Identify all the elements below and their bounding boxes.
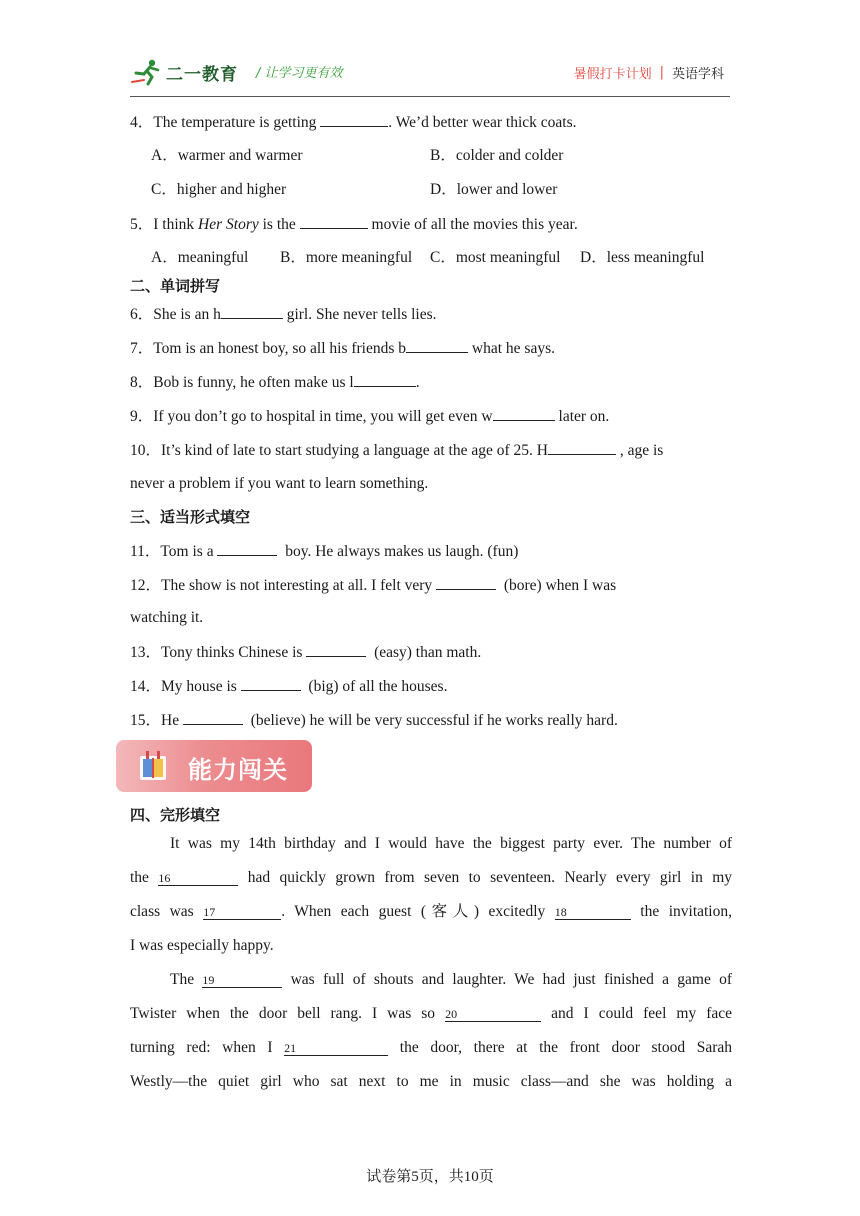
q15-blank (183, 710, 243, 725)
cloze-blank-20: 20 (445, 1007, 541, 1022)
q7-blank (406, 338, 468, 353)
question-6 (130, 304, 437, 325)
question-5 (130, 214, 578, 235)
page-header (130, 50, 730, 98)
cloze-text: . (281, 903, 286, 920)
question-14 (130, 676, 447, 697)
q6-blank (221, 304, 283, 319)
cloze-p2-line2 (130, 1004, 732, 1024)
q12-blank (436, 575, 496, 590)
cloze-p2-line1 (170, 970, 732, 990)
runner-logo-icon (130, 58, 164, 86)
cloze-text: and I could feel my face (551, 1005, 733, 1022)
brand-name: 二一教育 (166, 64, 238, 85)
cloze-blank-18: 18 (555, 905, 631, 920)
page-footer: 试卷第5页，共10页 (366, 1169, 494, 1185)
cloze-blank-21: 21 (284, 1041, 388, 1056)
question-10 (130, 440, 663, 461)
question-8 (130, 372, 420, 393)
q4-stem-before: 4．The temperature is getting (130, 114, 321, 131)
header-right (574, 63, 724, 82)
cloze-text: Twister when the door bell rang. I was so (130, 1005, 436, 1022)
q4-blank (320, 112, 388, 127)
question-9 (130, 406, 609, 427)
cloze-text: the (130, 869, 149, 886)
cloze-p2-line3 (130, 1038, 732, 1058)
cloze-text: was full of shouts and laughter. We had just finished a game of (290, 971, 732, 988)
cloze-text: the invitation, (640, 903, 732, 920)
q5-stem-before: 5．I think (130, 216, 199, 233)
q10-before: 10．It’s kind of late to start studying a language at the age of 25. H (130, 442, 548, 459)
cloze-text: When each guest (客人) excitedly (294, 903, 546, 920)
q9-before: 9．If you don’t go to hospital in time, you will get even w (130, 408, 493, 425)
q9-after: later on. (554, 408, 610, 425)
slogan: / 让学习更有效 (256, 66, 343, 81)
q8-blank (354, 372, 416, 387)
cloze-p1-line4: I was especially happy. (130, 937, 274, 954)
cloze-text: The (170, 971, 195, 988)
q13-after: (easy) than math. (370, 644, 482, 661)
q4-option-a: A．warmer and warmer (151, 147, 303, 164)
logo (130, 58, 238, 86)
q15-before: 15．He (130, 712, 183, 729)
q7-before: 7．Tom is an honest boy, so all his friends b (130, 340, 407, 357)
section-3-title: 三、适当形式填空 (130, 508, 251, 526)
q5-stem-after: movie of all the movies this year. (367, 216, 578, 233)
q13-before: 13．Tony thinks Chinese is (130, 644, 307, 661)
q5-blank (300, 214, 368, 229)
q14-before: 14．My house is (130, 678, 241, 695)
question-15 (130, 710, 618, 731)
q11-after: boy. He always makes us laugh. (fun) (281, 543, 519, 560)
q5-title: Her Story (198, 216, 259, 233)
cloze-text: had quickly grown from seven to seventeen. Nearly every girl in my (247, 869, 733, 886)
q6-after: girl. She never tells lies. (282, 306, 437, 323)
cloze-p2-line4: Westly—the quiet girl who sat next to me in music class—and she was holding a (130, 1073, 732, 1090)
question-13 (130, 642, 481, 663)
cloze-text: the door, there at the front door stood Sarah (399, 1039, 733, 1056)
q15-after: (believe) he will be very successful if he works really hard. (246, 712, 618, 729)
q4-option-d: D．lower and lower (430, 181, 558, 198)
question-12 (130, 575, 616, 596)
q4-option-c: C．higher and higher (151, 181, 287, 198)
question-10-continued: never a problem if you want to learn something. (130, 475, 429, 492)
q11-before: 11．Tom is a (130, 543, 218, 560)
cloze-blank-16: 16 (158, 871, 238, 886)
q5-option-d: D．less meaningful (580, 249, 705, 266)
q11-blank (217, 541, 277, 556)
q10-blank (548, 440, 616, 455)
cloze-blank-17: 17 (203, 905, 281, 920)
cloze-text: class was (130, 903, 194, 920)
section-2-title: 二、单词拼写 (130, 277, 221, 295)
header-rule (130, 96, 730, 97)
q13-blank (306, 642, 366, 657)
cloze-text: turning red: when I (130, 1039, 273, 1056)
q10-after: , age is (615, 442, 664, 459)
header-divider: | (659, 65, 664, 80)
subject-label: 英语学科 (671, 67, 724, 82)
q6-before: 6．She is an h (130, 306, 221, 323)
q14-blank (241, 676, 301, 691)
q4-option-b: B．colder and colder (430, 147, 564, 164)
q5-option-c: C．most meaningful (430, 249, 561, 266)
q5-option-a: A．meaningful (151, 249, 249, 266)
q9-blank (493, 406, 555, 421)
section-4-title: 四、完形填空 (130, 806, 221, 824)
cloze-p1-line3 (130, 902, 732, 922)
cloze-p1-line2 (130, 868, 732, 888)
q8-after: . (415, 374, 420, 391)
plan-label: 暑假打卡计划 (573, 67, 652, 82)
question-11 (130, 541, 518, 562)
cloze-blank-19: 19 (202, 973, 282, 988)
question-4 (130, 112, 577, 133)
book-icon (138, 750, 168, 782)
question-12-continued: watching it. (130, 609, 204, 626)
q12-after: (bore) when I was (499, 577, 617, 594)
question-7 (130, 338, 555, 359)
q12-before: 12．The show is not interesting at all. I felt very (130, 577, 437, 594)
cloze-p1-line1: It was my 14th birthday and I would have the biggest party ever. The number of (170, 835, 732, 852)
q5-stem-mid: is the (258, 216, 300, 233)
badge-label: 能力闯关 (188, 756, 288, 784)
q5-option-b: B．more meaningful (280, 249, 413, 266)
q7-after: what he says. (468, 340, 555, 357)
q4-stem-after: . We’d better wear thick coats. (388, 114, 577, 131)
ability-challenge-badge (116, 740, 312, 792)
q8-before: 8．Bob is funny, he often make us l (130, 374, 354, 391)
q14-after: (big) of all the houses. (304, 678, 448, 695)
